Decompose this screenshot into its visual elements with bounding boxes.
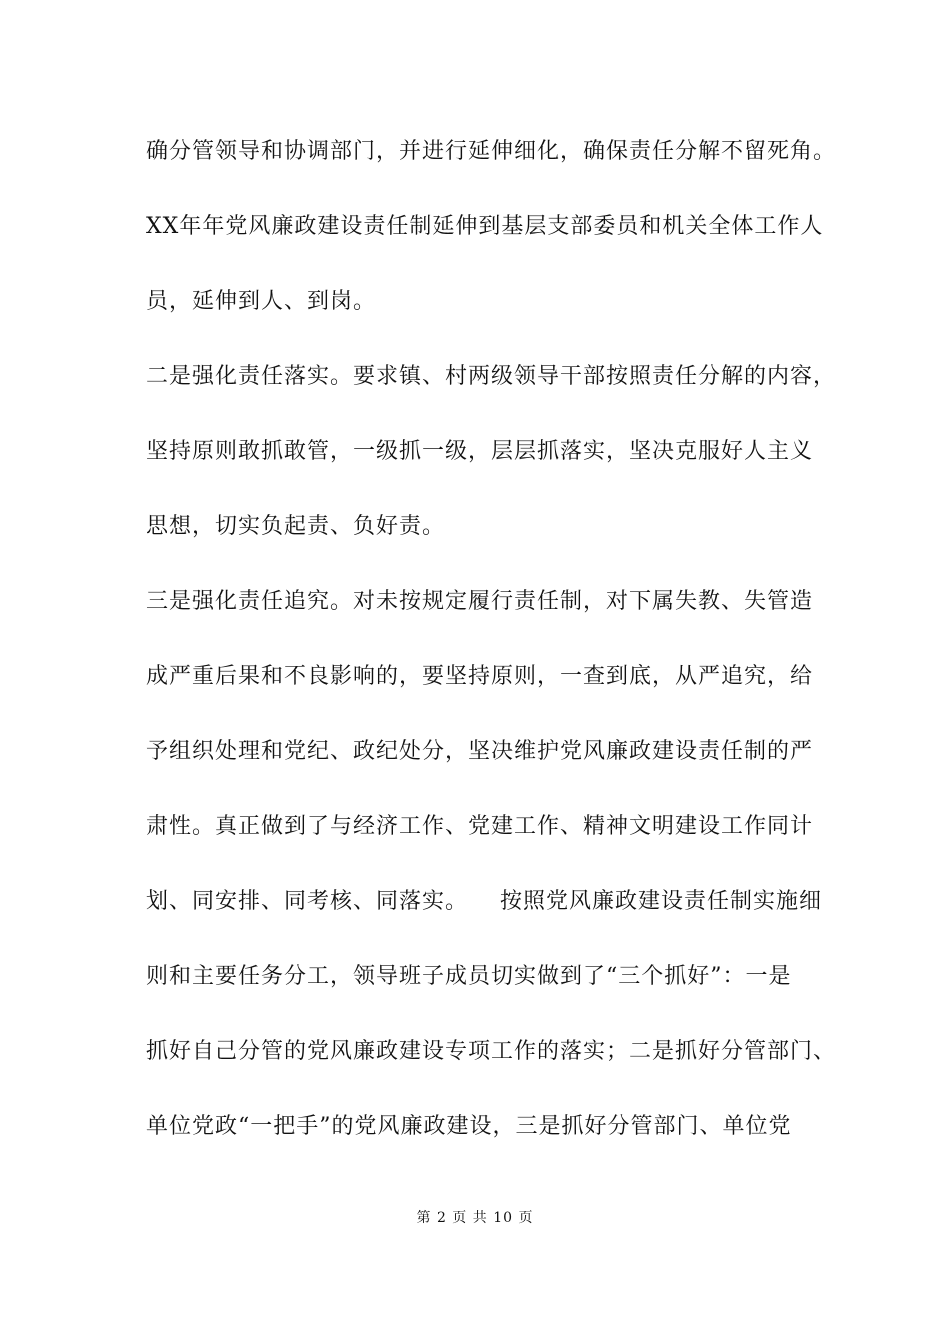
body-text-line: XX年年党风廉政建设责任制延伸到基层支部委员和机关全体工作人 [146, 214, 824, 239]
body-text-line: 坚持原则敢抓敢管，一级抓一级，层层抓落实，坚决克服好人主义 [146, 439, 814, 464]
body-text-line: 予组织处理和党纪、政纪处分，坚决维护党风廉政建设责任制的严 [146, 739, 814, 764]
body-text-line: 肃性。真正做到了与经济工作、党建工作、精神文明建设工作同计 [146, 814, 814, 839]
body-text-line: 成严重后果和不良影响的，要坚持原则，一查到底，从严追究，给 [146, 664, 814, 689]
body-text-line: 单位党政“一把手”的党风廉政建设，三是抓好分管部门、单位党 [146, 1114, 792, 1139]
body-text-line: 划、同安排、同考核、同落实。 按照党风廉政建设责任制实施细 [146, 889, 822, 914]
body-text-line: 确分管领导和协调部门，并进行延伸细化，确保责任分解不留死角。 [146, 139, 837, 164]
page-number-footer: 第 2 页 共 10 页 [416, 1210, 534, 1226]
body-text-line: 思想，切实负起责、负好责。 [146, 514, 446, 539]
body-text-line: 员，延伸到人、到岗。 [146, 289, 377, 314]
body-text-line: 三是强化责任追究。对未按规定履行责任制，对下属失教、失管造 [146, 589, 814, 614]
body-text-line: 二是强化责任落实。要求镇、村两级领导干部按照责任分解的内容， [146, 364, 837, 389]
body-text-line: 则和主要任务分工，领导班子成员切实做到了“三个抓好”：一是 [146, 964, 792, 989]
body-text-line: 抓好自己分管的党风廉政建设专项工作的落实；二是抓好分管部门、 [146, 1039, 837, 1064]
